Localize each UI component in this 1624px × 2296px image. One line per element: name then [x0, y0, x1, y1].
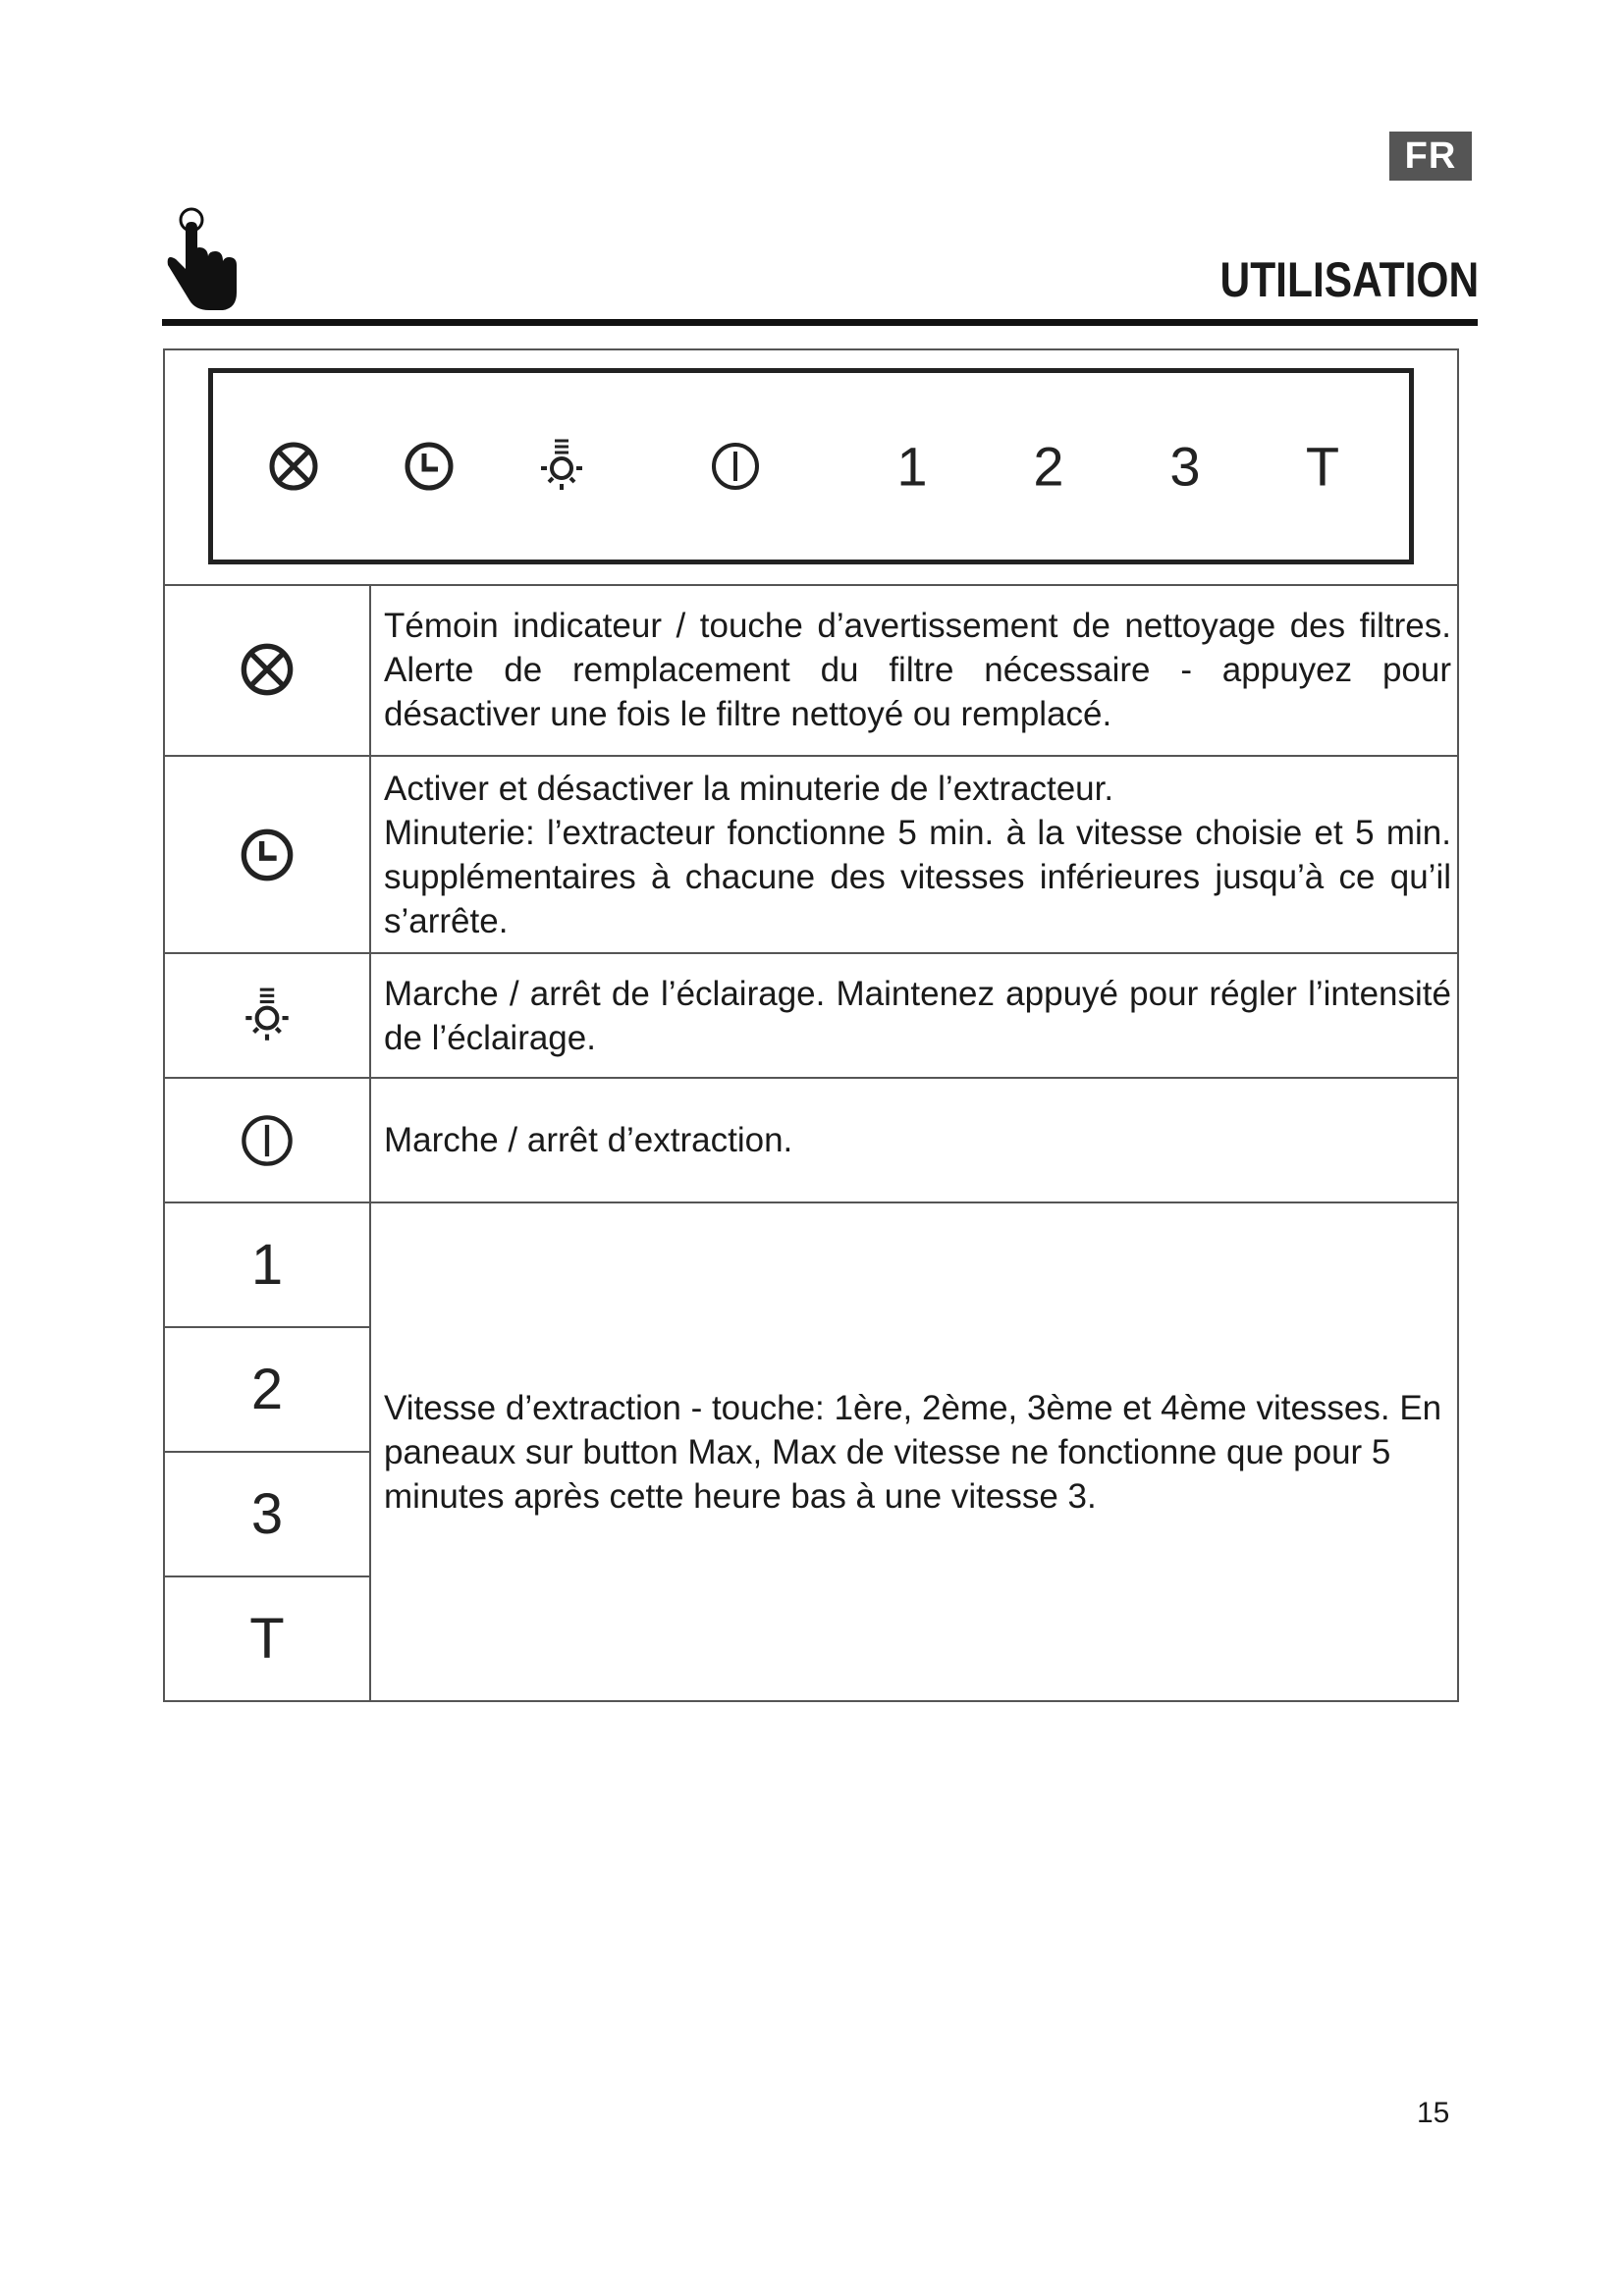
table-row-power	[165, 1079, 1457, 1203]
row-description	[384, 757, 1451, 952]
power-icon	[709, 440, 762, 493]
light-description: Marche / arrêt de l’éclairage. Maintenez appuyé pour régler l’intensité de l’éclairage.	[384, 974, 1451, 1057]
speed-keys-column	[165, 1203, 371, 1700]
light-icon	[537, 437, 586, 496]
speed-description: Vitesse d’extraction - touche: 1ère, 2ème, 3ème et 4ème vitesses. En paneaux sur button Max, Max de vitesse ne fonctionne que pour 5 minutes après cette heure bas à une vitesse 3.	[384, 1388, 1442, 1516]
turbo-label: T	[249, 1607, 285, 1671]
timer-description-line1: Activer et désactiver la minuterie de l’extracteur.	[384, 769, 1114, 808]
speed-key-cell	[165, 1328, 369, 1453]
language-badge: FR	[1389, 132, 1472, 181]
light-icon	[242, 986, 293, 1046]
speed-1-label: 1	[250, 1233, 284, 1297]
table-row-light	[165, 954, 1457, 1079]
page-number: 15	[1417, 2097, 1450, 2129]
turbo-label: T	[1305, 435, 1340, 498]
timer-icon	[239, 827, 296, 883]
row-icon-cell	[165, 584, 371, 755]
speed-description-cell	[384, 1203, 1451, 1700]
hand-pointer-icon	[160, 204, 243, 314]
table-row-filter	[165, 584, 1457, 757]
speed-key-cell	[165, 1203, 369, 1328]
timer-icon	[403, 440, 456, 493]
speed-key-cell	[165, 1453, 369, 1577]
filter-description: Témoin indicateur / touche d’avertissement de nettoyage des filtres. Alerte de remplacement du filtre nécessaire - appuyez pour désactiver une fois le filtre nettoyé ou remplacé.	[384, 606, 1451, 733]
filter-icon	[267, 440, 320, 493]
speed-1-label: 1	[896, 435, 928, 498]
section-title: UTILISATION	[1219, 252, 1479, 307]
row-description	[384, 954, 1451, 1077]
power-description: Marche / arrêt d’extraction.	[384, 1121, 793, 1159]
panel-illustration-area	[165, 350, 1457, 586]
filter-icon	[239, 641, 296, 698]
row-icon-cell	[165, 954, 371, 1077]
row-icon-cell	[165, 1079, 371, 1201]
power-icon	[239, 1112, 296, 1169]
controls-table	[163, 348, 1459, 1702]
speed-2-label: 2	[1033, 435, 1064, 498]
speed-2-label: 2	[250, 1358, 284, 1421]
header-divider	[162, 319, 1478, 326]
speed-3-label: 3	[250, 1482, 284, 1546]
table-row-timer	[165, 757, 1457, 954]
speed-key-cell	[165, 1577, 369, 1700]
timer-description-line2: Minuterie: l’extracteur fonctionne 5 min. à la vitesse choisie et 5 min. supplémentaires à chacune des vitesses inférieures jusqu’à ce qu’il s’arrête.	[384, 813, 1451, 940]
speed-3-label: 3	[1169, 435, 1201, 498]
control-panel	[208, 368, 1414, 564]
row-description	[384, 1079, 1451, 1201]
row-description	[384, 584, 1451, 755]
row-icon-cell	[165, 757, 371, 952]
